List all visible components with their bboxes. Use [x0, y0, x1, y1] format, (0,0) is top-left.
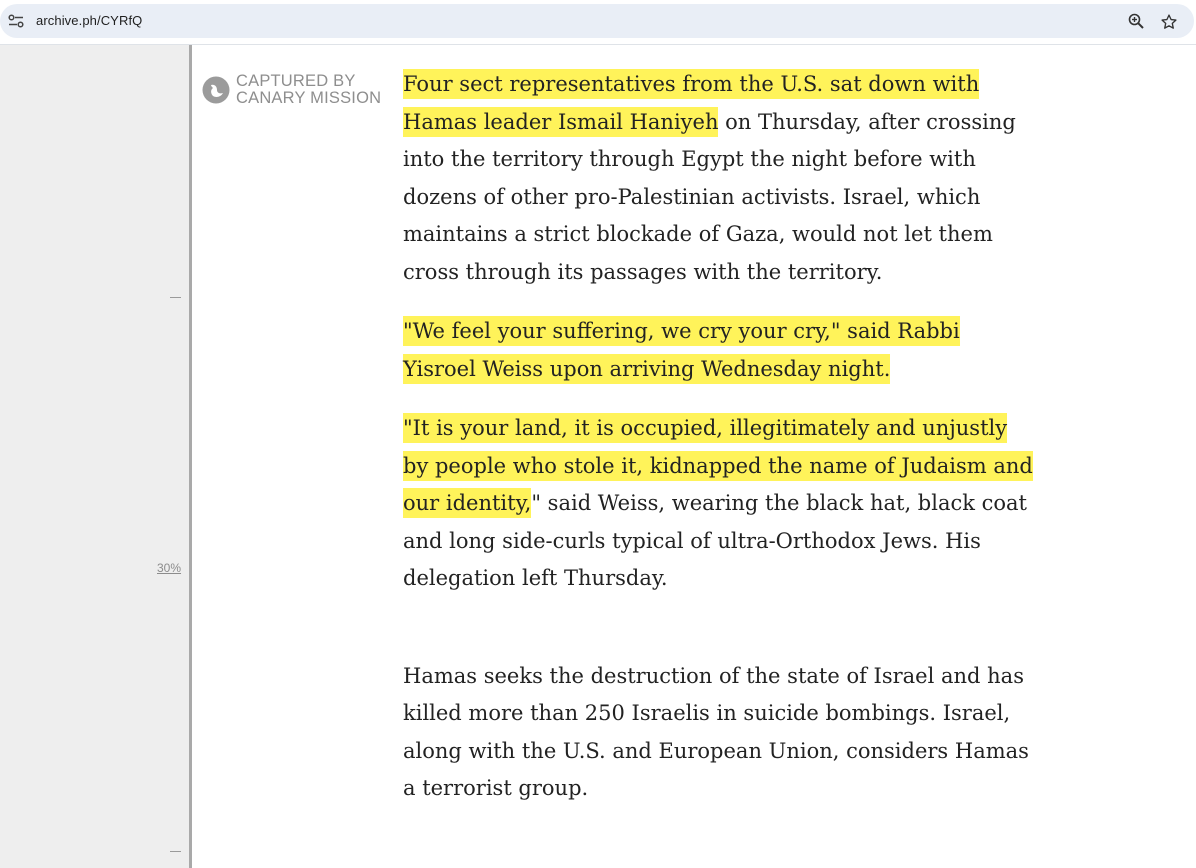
address-bar[interactable] [0, 4, 1194, 38]
gutter-divider [189, 45, 192, 868]
scroll-tick-mark [170, 851, 181, 852]
article-paragraph [403, 410, 1033, 598]
url-text[interactable]: archive.ph/CYRfQ [36, 13, 143, 28]
article-paragraph [403, 658, 1033, 808]
capture-stamp [202, 73, 392, 113]
scroll-tick-mark [170, 297, 181, 298]
highlighted-text: Four sect representatives from the U.S. sat down with Hamas leader Ismail Haniyeh [403, 69, 979, 137]
canary-bird-icon [202, 76, 230, 104]
stamp-label [236, 73, 381, 107]
stamp-line-1: CAPTURED BY [236, 72, 356, 90]
scroll-percent-link[interactable]: 30% [157, 561, 182, 575]
article-paragraph [403, 313, 1033, 388]
zoom-in-icon[interactable] [1128, 13, 1144, 29]
highlighted-text: "We feel your suffering, we cry your cry," said Rabbi Yisroel Weiss upon arriving Wednesday night. [403, 316, 960, 384]
paragraph-text: Hamas seeks the destruction of the state of Israel and has killed more than 250 Israelis in suicide bombings. Israel, along with the U.S. and European Union, considers Hamas a terrorist group. [403, 663, 1029, 800]
paragraph-text: on Thursday, after crossing into the territory through Egypt the night before with dozens of other pro-Palestinian activists. Israel, which maintains a strict blockade of Gaza, would not let them cross through its passages with the territory. [403, 109, 1016, 284]
highlighted-text: "It is your land, it is occupied, illegitimately and unjustly by people who stole it, kidnapped the name of Judaism and our identity, [403, 413, 1033, 518]
paragraph-text: " said Weiss, wearing the black hat, black coat and long side-curls typical of ultra-Orthodox Jews. His delegation left Thursday. [403, 491, 1027, 590]
browser-toolbar [0, 0, 1196, 45]
star-icon[interactable] [1160, 13, 1178, 31]
tune-icon[interactable] [8, 14, 24, 28]
archive-scroll-gutter [0, 45, 189, 868]
article-body [403, 66, 1033, 808]
stamp-line-2: CANARY MISSION [236, 89, 382, 107]
article-paragraph [403, 66, 1033, 291]
